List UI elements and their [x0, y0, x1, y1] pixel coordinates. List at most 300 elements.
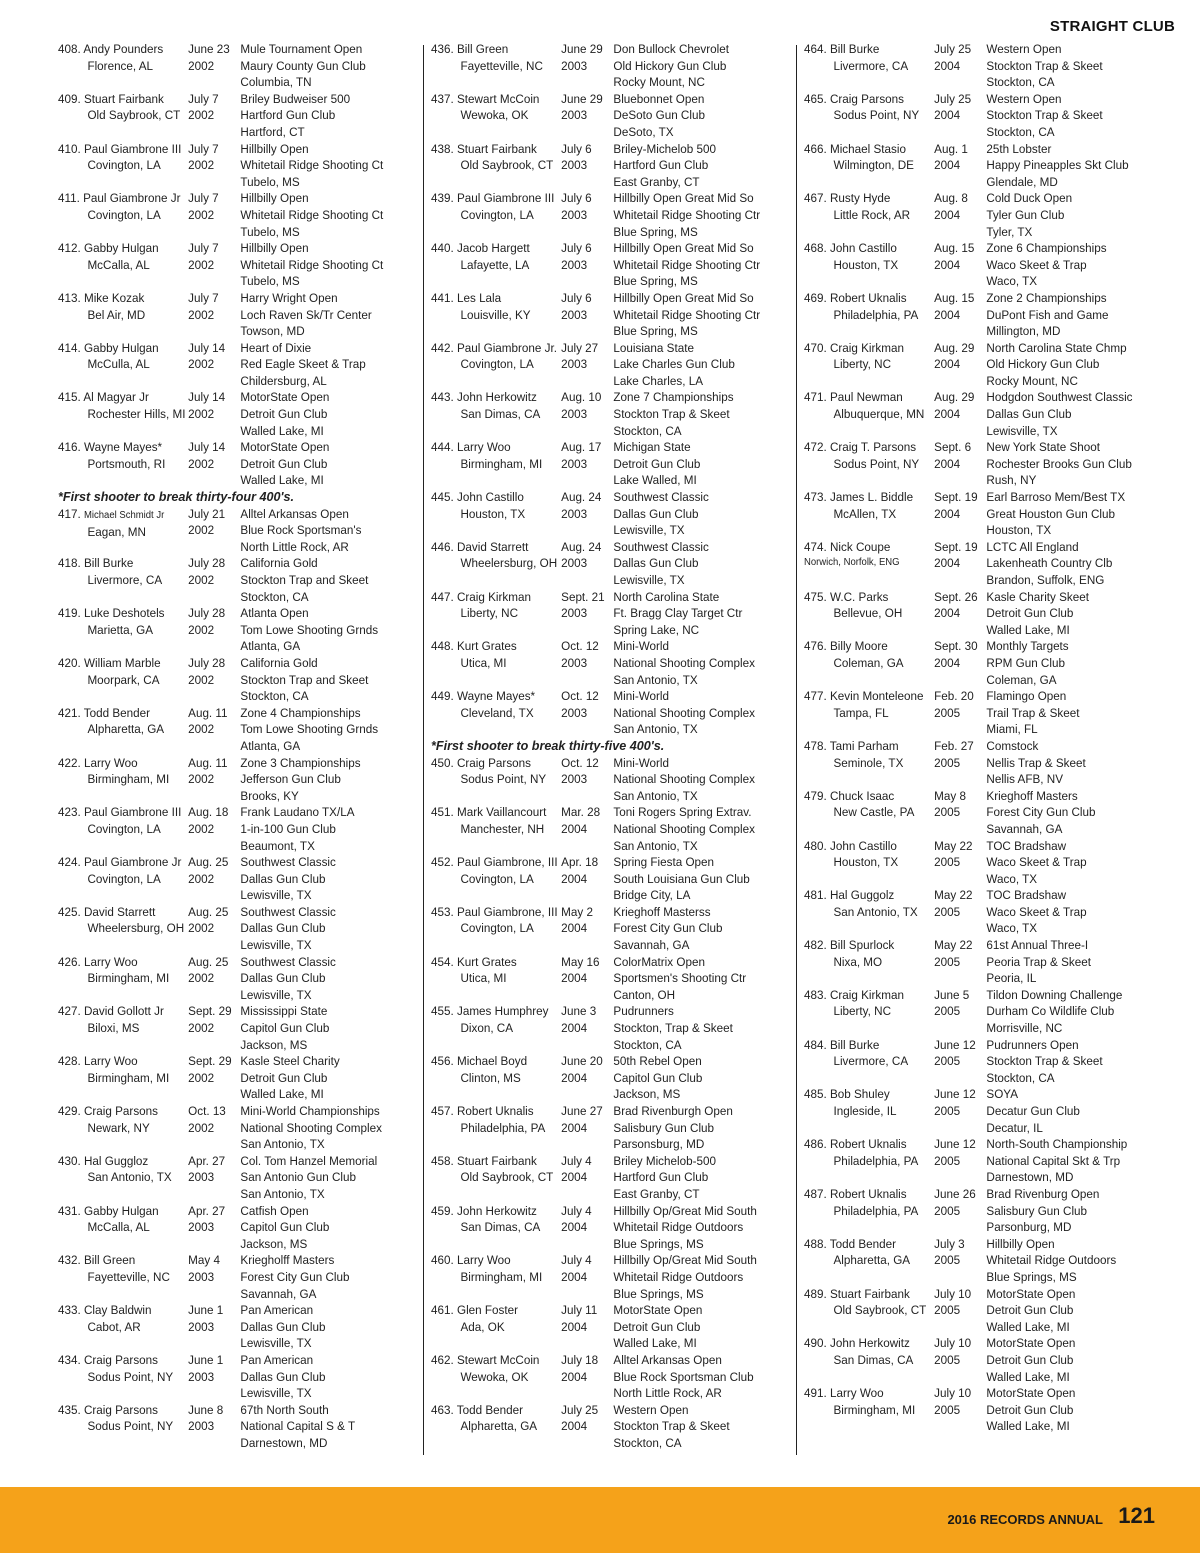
event-name: California Gold	[240, 556, 318, 571]
club-location: Stockton, CA	[240, 589, 309, 604]
club-location: San Antonio, TX	[613, 672, 698, 687]
record-entry	[804, 1186, 1146, 1236]
shoot-date: Oct. 12	[561, 689, 599, 704]
shooter-cell	[58, 804, 188, 854]
club-location: Brooks, KY	[240, 788, 299, 803]
event-name: Western Open	[613, 1402, 689, 1417]
shoot-date: June 29	[561, 91, 603, 106]
club-name: Detroit Gun Club	[986, 1303, 1074, 1318]
shoot-date: Sept. 21	[561, 589, 605, 604]
shooter-hometown: Ada, OK	[460, 1319, 505, 1334]
shooter-cell	[58, 1103, 188, 1153]
club-name: Stockton, Trap & Skeet	[613, 1021, 733, 1036]
shooter-cell	[58, 1252, 188, 1302]
shoot-date: July 10	[934, 1336, 972, 1351]
club-location: DeSoto, TX	[613, 124, 674, 139]
club-location: Waco, TX	[986, 871, 1038, 886]
shoot-year: 2005	[934, 705, 961, 720]
shooter-name: 458. Stuart Fairbank	[431, 1153, 537, 1168]
shoot-year: 2002	[188, 407, 215, 422]
shoot-date: July 14	[188, 440, 226, 455]
date-cell	[561, 1402, 613, 1452]
shooter-name: 416. Wayne Mayes*	[58, 440, 163, 455]
club-location: Decatur, IL	[986, 1120, 1043, 1135]
club-name: Dallas Gun Club	[240, 971, 326, 986]
records-column-2	[431, 41, 791, 1451]
event-name: Hillbilly Op/Great Mid South	[613, 1203, 757, 1218]
event-cell	[613, 1003, 773, 1053]
event-cell	[613, 954, 773, 1004]
record-entry	[431, 389, 773, 439]
event-name: Zone 4 Championships	[240, 705, 361, 720]
shoot-date: July 7	[188, 241, 219, 256]
shooter-hometown: Houston, TX	[833, 257, 899, 272]
shooter-cell	[431, 141, 561, 191]
club-name: DuPont Fish and Game	[986, 307, 1109, 322]
record-entry	[804, 589, 1146, 639]
event-name: Pudrunners	[613, 1004, 674, 1019]
club-location: East Granby, CT	[613, 174, 700, 189]
shoot-date: Sept. 19	[934, 490, 978, 505]
record-entry	[431, 1203, 773, 1253]
shooter-name: 469. Robert Uknalis	[804, 290, 907, 305]
shooter-cell	[431, 954, 561, 1004]
shooter-cell	[431, 340, 561, 390]
date-cell	[561, 1352, 613, 1402]
date-cell	[561, 1203, 613, 1253]
record-entry	[58, 41, 400, 91]
shoot-year: 2004	[561, 1319, 588, 1334]
shooter-cell	[431, 190, 561, 240]
record-entry	[431, 240, 773, 290]
club-location: Millington, MD	[986, 324, 1061, 339]
date-cell	[188, 141, 240, 191]
shoot-year: 2004	[934, 158, 961, 173]
shooter-hometown: Old Saybrook, CT	[460, 1170, 554, 1185]
event-cell	[986, 91, 1146, 141]
shooter-name: 447. Craig Kirkman	[431, 589, 532, 604]
shoot-date: Sept. 30	[934, 639, 978, 654]
club-location: Parsonsburg, MD	[613, 1137, 705, 1152]
record-entry	[58, 605, 400, 655]
event-cell	[613, 389, 773, 439]
shoot-date: July 7	[188, 91, 219, 106]
shooter-cell	[804, 91, 934, 141]
event-cell	[986, 1286, 1146, 1336]
shooter-name: 410. Paul Giambrone III	[58, 141, 182, 156]
event-cell	[613, 141, 773, 191]
shooter-hometown: Newark, NY	[87, 1120, 150, 1135]
club-location: Miami, FL	[986, 722, 1038, 737]
shooter-cell	[804, 1086, 934, 1136]
event-cell	[986, 290, 1146, 340]
shoot-year: 2003	[188, 1319, 215, 1334]
date-cell	[934, 91, 986, 141]
record-entry	[804, 838, 1146, 888]
shoot-year: 2003	[561, 108, 588, 123]
shoot-date: July 28	[188, 655, 226, 670]
club-name: National Capital Skt & Trp	[986, 1153, 1121, 1168]
shoot-year: 2004	[934, 556, 961, 571]
shooter-name: 415. Al Magyar Jr	[58, 390, 149, 405]
club-name: Stockton Trap and Skeet	[240, 672, 369, 687]
shoot-date: Sept. 6	[934, 440, 972, 455]
shoot-date: Aug. 29	[934, 340, 975, 355]
shooter-name: 468. John Castillo	[804, 241, 897, 256]
date-cell	[188, 506, 240, 556]
shooter-name: 428. Larry Woo	[58, 1054, 138, 1069]
record-entry	[804, 987, 1146, 1037]
shooter-name: 474. Nick Coupe	[804, 539, 891, 554]
shoot-year: 2003	[561, 705, 588, 720]
records-column-1	[58, 41, 418, 1451]
date-cell	[934, 1186, 986, 1236]
shooter-name: 430. Hal Guggloz	[58, 1153, 149, 1168]
club-name: Whitetail Ridge Outdoors	[986, 1253, 1117, 1268]
date-cell	[934, 1385, 986, 1435]
event-name: MotorState Open	[986, 1336, 1076, 1351]
date-cell	[188, 1402, 240, 1452]
shooter-cell	[804, 1037, 934, 1087]
shoot-year: 2005	[934, 1054, 961, 1069]
shooter-cell	[804, 389, 934, 439]
shoot-date: Sept. 29	[188, 1004, 232, 1019]
record-entry	[431, 1003, 773, 1053]
record-entry	[431, 1153, 773, 1203]
shooter-cell	[58, 340, 188, 390]
shoot-year: 2002	[188, 672, 215, 687]
event-cell	[986, 389, 1146, 439]
event-cell	[240, 91, 400, 141]
club-name: Detroit Gun Club	[240, 1070, 328, 1085]
date-cell	[934, 589, 986, 639]
event-name: MotorState Open	[240, 440, 330, 455]
club-name: Rochester Brooks Gun Club	[986, 456, 1132, 471]
shooter-cell	[431, 290, 561, 340]
shoot-date: Apr. 27	[188, 1153, 226, 1168]
event-cell	[613, 1153, 773, 1203]
shooter-cell	[431, 1302, 561, 1352]
date-cell	[934, 1037, 986, 1087]
record-entry	[431, 539, 773, 589]
record-entry	[804, 141, 1146, 191]
shooter-hometown: Louisville, KY	[460, 307, 531, 322]
record-entry	[804, 937, 1146, 987]
event-cell	[986, 240, 1146, 290]
club-name: Waco Skeet & Trap	[986, 257, 1087, 272]
event-cell	[613, 1053, 773, 1103]
date-cell	[934, 1136, 986, 1186]
shoot-year: 2003	[561, 456, 588, 471]
shooter-hometown: Covington, LA	[87, 158, 161, 173]
event-cell	[986, 1236, 1146, 1286]
shooter-name: 414. Gabby Hulgan	[58, 340, 159, 355]
event-name: Southwest Classic	[240, 954, 336, 969]
record-entry	[58, 1103, 400, 1153]
club-name: Detroit Gun Club	[613, 1319, 701, 1334]
shooter-cell	[431, 439, 561, 489]
club-name: Stockton Trap & Skeet	[986, 58, 1103, 73]
club-location: Beaumont, TX	[240, 838, 315, 853]
date-cell	[188, 1053, 240, 1103]
club-name: Durham Co Wildlife Club	[986, 1004, 1115, 1019]
event-name: TOC Bradshaw	[986, 888, 1067, 903]
date-cell	[934, 190, 986, 240]
shooter-cell	[431, 688, 561, 738]
event-name: Hillbilly Open	[240, 241, 309, 256]
shooter-name: 475. W.C. Parks	[804, 589, 889, 604]
date-cell	[188, 804, 240, 854]
event-name: Comstock	[986, 738, 1039, 753]
shooter-name: 457. Robert Uknalis	[431, 1104, 534, 1118]
shooter-hometown: Liberty, NC	[833, 357, 892, 372]
club-name: Detroit Gun Club	[986, 606, 1074, 621]
shooter-hometown: Fayetteville, NC	[87, 1269, 170, 1284]
date-cell	[188, 240, 240, 290]
shoot-year: 2004	[561, 971, 588, 986]
record-entry	[431, 290, 773, 340]
shoot-year: 2002	[188, 108, 215, 123]
club-name: Hartford Gun Club	[240, 108, 336, 123]
event-name: Western Open	[986, 42, 1062, 56]
shooter-cell	[431, 904, 561, 954]
record-number: 417.	[58, 506, 81, 521]
shooter-name: 420. William Marble	[58, 655, 161, 670]
event-cell	[613, 904, 773, 954]
event-cell	[240, 804, 400, 854]
event-name: Mule Tournament Open	[240, 42, 363, 56]
shooter-cell	[431, 91, 561, 141]
shoot-date: June 23	[188, 42, 230, 56]
shooter-hometown: McCulla, AL	[87, 357, 150, 372]
shoot-date: June 3	[561, 1004, 597, 1019]
shoot-date: Aug. 11	[188, 755, 228, 770]
club-location: Childersburg, AL	[240, 373, 327, 388]
shooter-hometown: Norwich, Norfolk, ENG	[804, 557, 900, 569]
event-name: Zone 3 Championships	[240, 755, 361, 770]
club-name: Waco Skeet & Trap	[986, 855, 1087, 870]
club-name: Hartford Gun Club	[613, 158, 709, 173]
shooter-hometown: Lafayette, LA	[460, 257, 530, 272]
record-entry	[58, 755, 400, 805]
event-cell	[240, 1402, 400, 1452]
event-cell	[240, 605, 400, 655]
shooter-hometown: Bel Air, MD	[87, 307, 146, 322]
event-name: MotorState Open	[613, 1303, 703, 1318]
event-name: Southwest Classic	[613, 539, 709, 554]
club-location: Walled Lake, MI	[986, 1369, 1070, 1384]
club-name: National Shooting Complex	[613, 821, 755, 836]
club-location: Peoria, IL	[986, 971, 1037, 986]
record-entry	[431, 1103, 773, 1153]
shooter-cell	[804, 887, 934, 937]
shooter-name: 434. Craig Parsons	[58, 1352, 159, 1367]
record-entry	[431, 439, 773, 489]
shoot-year: 2003	[561, 655, 588, 670]
shoot-year: 2002	[188, 523, 215, 538]
date-cell	[561, 439, 613, 489]
date-cell	[561, 41, 613, 91]
record-entry	[804, 1385, 1146, 1435]
shooter-cell	[58, 290, 188, 340]
club-location: Savannah, GA	[986, 821, 1063, 836]
event-cell	[240, 954, 400, 1004]
club-location: Lewisville, TX	[613, 573, 685, 587]
event-name: Hillbilly Open	[240, 141, 309, 156]
club-location: Spring Lake, NC	[613, 622, 700, 637]
event-cell	[613, 1252, 773, 1302]
shooter-cell	[431, 1252, 561, 1302]
event-cell	[986, 489, 1146, 539]
event-cell	[613, 340, 773, 390]
shooter-cell	[804, 937, 934, 987]
record-entry	[58, 555, 400, 605]
event-name: 67th North South	[240, 1402, 329, 1417]
event-cell	[986, 41, 1146, 91]
shooter-hometown: Wheelersburg, OH	[87, 921, 185, 936]
shooter-name: 486. Robert Uknalis	[804, 1137, 907, 1152]
shoot-date: July 25	[934, 91, 972, 106]
shooter-name: 439. Paul Giambrone III	[431, 191, 555, 206]
shooter-cell	[431, 240, 561, 290]
club-location: Walled Lake, MI	[613, 1336, 697, 1351]
shoot-date: July 7	[188, 191, 219, 206]
event-cell	[613, 755, 773, 805]
shooter-name: 490. John Herkowitz	[804, 1336, 910, 1351]
footnote: *First shooter to break thirty-five 400's.	[431, 738, 665, 753]
club-location: Darnestown, MD	[240, 1435, 328, 1450]
shooter-name: 483. Craig Kirkman	[804, 987, 905, 1002]
shooter-name: 443. John Herkowitz	[431, 390, 537, 405]
shooter-cell	[804, 788, 934, 838]
club-location: Blue Springs, MS	[613, 1286, 704, 1301]
date-cell	[934, 240, 986, 290]
shoot-date: July 4	[561, 1203, 592, 1218]
shoot-date: Aug. 11	[188, 705, 228, 720]
date-cell	[561, 340, 613, 390]
shooter-hometown: Rochester Hills, MI	[87, 407, 186, 422]
club-location: Walled Lake, MI	[986, 1419, 1070, 1434]
record-entry	[58, 1402, 400, 1452]
date-cell	[561, 1252, 613, 1302]
club-location: Stockton, CA	[986, 124, 1055, 139]
shooter-cell	[431, 589, 561, 639]
shooter-hometown: Dixon, CA	[460, 1021, 514, 1036]
club-name: Stockton Trap and Skeet	[240, 573, 369, 587]
shoot-date: Aug. 25	[188, 855, 229, 870]
shooter-name: 472. Craig T. Parsons	[804, 440, 917, 455]
shooter-cell	[58, 1352, 188, 1402]
club-name: Whitetail Ridge Shooting Ct	[240, 207, 384, 222]
club-name: Dallas Gun Club	[240, 1319, 326, 1334]
record-entry	[804, 788, 1146, 838]
shoot-date: May 22	[934, 838, 973, 853]
date-cell	[188, 954, 240, 1004]
club-name: Tom Lowe Shooting Grnds	[240, 722, 379, 737]
date-cell	[934, 887, 986, 937]
club-location: Walled Lake, MI	[240, 1087, 324, 1102]
record-entry	[58, 655, 400, 705]
club-location: Blue Spring, MS	[613, 224, 698, 239]
shoot-date: Aug. 29	[934, 390, 975, 405]
date-cell	[561, 854, 613, 904]
record-entry	[58, 506, 400, 556]
record-entry	[58, 1053, 400, 1103]
shooter-hometown: Sodus Point, NY	[87, 1369, 174, 1384]
record-entry	[58, 1302, 400, 1352]
record-entry	[58, 340, 400, 390]
date-cell	[934, 41, 986, 91]
shooter-hometown: McCalla, AL	[87, 1220, 150, 1235]
shooter-name: 480. John Castillo	[804, 838, 897, 853]
event-name: North Carolina State Chmp	[986, 340, 1127, 355]
shooter-cell	[431, 489, 561, 539]
event-cell	[986, 141, 1146, 191]
club-name: Capitol Gun Club	[240, 1220, 330, 1235]
shooter-hometown: Birmingham, MI	[87, 971, 170, 986]
shoot-year: 2003	[561, 357, 588, 372]
shoot-year: 2003	[561, 158, 588, 173]
record-entry	[431, 804, 773, 854]
shooter-hometown: Sodus Point, NY	[460, 772, 547, 787]
club-name: Forest City Gun Club	[613, 921, 723, 936]
event-name: SOYA	[986, 1087, 1019, 1102]
date-cell	[561, 489, 613, 539]
club-name: Detroit Gun Club	[613, 456, 701, 471]
section-header: STRAIGHT CLUB	[1049, 18, 1175, 35]
event-name: 61st Annual Three-I	[986, 938, 1089, 953]
event-name: Southwest Classic	[240, 855, 336, 870]
event-cell	[613, 1203, 773, 1253]
shoot-year: 2002	[188, 821, 215, 836]
shooter-name: 450. Craig Parsons	[431, 755, 532, 770]
shoot-year: 2004	[934, 307, 961, 322]
shooter-cell	[804, 190, 934, 240]
shoot-date: July 3	[934, 1236, 965, 1251]
shooter-name: 461. Glen Foster	[431, 1303, 519, 1318]
event-name: Briley Michelob-500	[613, 1153, 716, 1168]
event-cell	[240, 389, 400, 439]
record-entry	[58, 954, 400, 1004]
shooter-name: 455. James Humphrey	[431, 1004, 549, 1019]
event-name: Mini-World	[613, 639, 670, 654]
shooter-hometown: Seminole, TX	[833, 755, 904, 770]
event-name: Atlanta Open	[240, 606, 309, 621]
shooter-name: 429. Craig Parsons	[58, 1104, 159, 1118]
shooter-name: 462. Stewart McCoin	[431, 1352, 540, 1367]
club-name: National Shooting Complex	[613, 655, 755, 670]
shooter-hometown: Birmingham, MI	[87, 1070, 170, 1085]
record-entry	[58, 290, 400, 340]
shooter-name: 488. Todd Bender	[804, 1236, 897, 1251]
club-location: San Antonio, TX	[613, 838, 698, 853]
shoot-date: May 16	[561, 954, 600, 969]
date-cell	[934, 738, 986, 788]
club-name: Tom Lowe Shooting Grnds	[240, 622, 379, 637]
shooter-name: 456. Michael Boyd	[431, 1054, 528, 1069]
shooter-hometown: Covington, LA	[460, 921, 534, 936]
record-entry	[431, 340, 773, 390]
shoot-date: Aug. 8	[934, 191, 968, 206]
event-cell	[986, 340, 1146, 390]
record-entry	[431, 1402, 773, 1452]
shooter-cell	[58, 854, 188, 904]
club-location: Lewisville, TX	[240, 1336, 312, 1351]
shooter-name: 419. Luke Deshotels	[58, 606, 165, 621]
shoot-year: 2005	[934, 1303, 961, 1318]
date-cell	[934, 1086, 986, 1136]
event-cell	[240, 506, 400, 556]
